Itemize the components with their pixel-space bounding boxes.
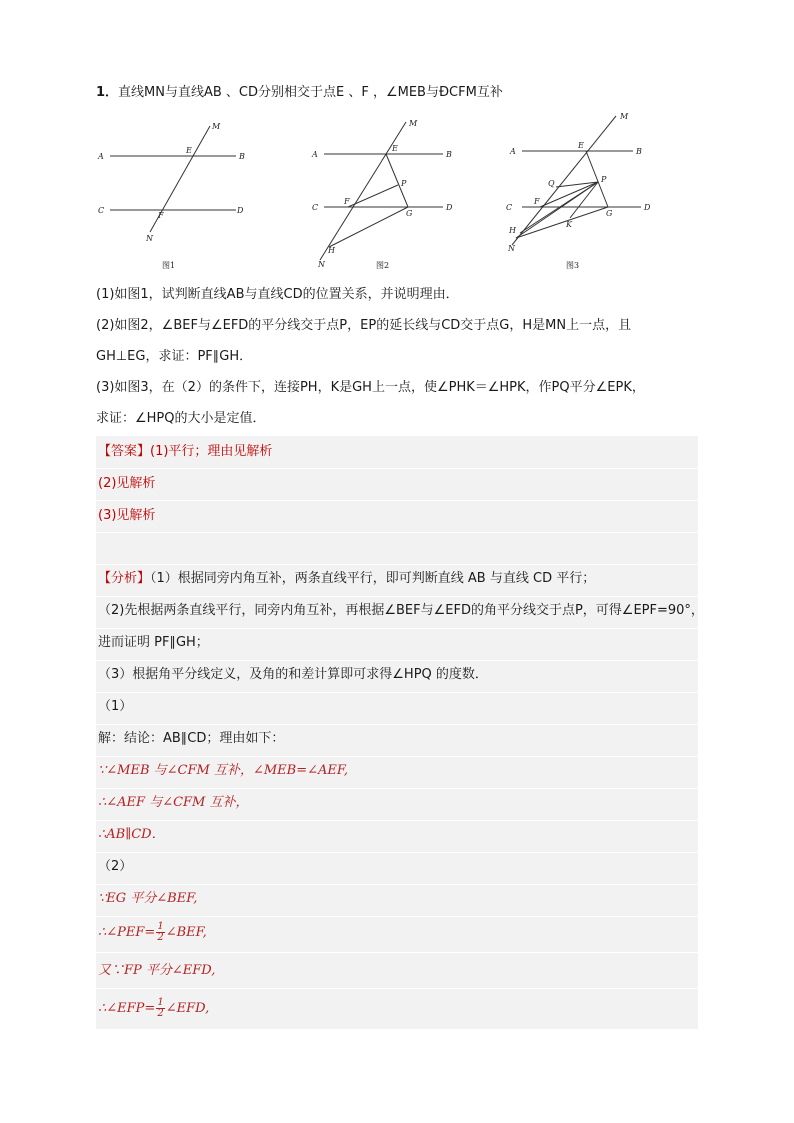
fig1-label-a: A bbox=[98, 152, 104, 161]
fig1-label-e: E bbox=[186, 146, 192, 155]
analysis-s1: （1）根据同旁内角互补，两条直线平行，即可判断直线 AB 与直线 CD 平行； bbox=[150, 571, 596, 586]
fig3-label-c: C bbox=[506, 203, 513, 212]
fig3-label-n: N bbox=[508, 244, 515, 253]
analysis-part-1: （1） bbox=[98, 699, 133, 714]
analysis-s3: 进而证明 PF∥GH； bbox=[98, 635, 209, 650]
answer-1: (1)平行；理由见解析 bbox=[150, 444, 273, 459]
question-stem-text: 直线MN与直线AB 、CD分别相交于点E 、F ，∠MEB与ÐCFM互补 bbox=[118, 85, 503, 100]
question-stem bbox=[96, 84, 503, 102]
solution-line-8 bbox=[98, 998, 209, 1019]
fig2-label-a: A bbox=[312, 150, 318, 159]
fig2-label-g: G bbox=[406, 209, 413, 218]
fig2-label-c: C bbox=[312, 203, 319, 212]
analysis-part-2: （2） bbox=[98, 859, 133, 874]
solution-line-6-right: ∠BEF, bbox=[165, 925, 207, 940]
solution-line-3: ∴∠AEF 与∠CFM 互补， bbox=[98, 795, 249, 810]
fig2-label-b: B bbox=[446, 150, 452, 159]
answer-line-1 bbox=[98, 443, 272, 461]
fig3-label-k: K bbox=[566, 220, 572, 229]
fig2-label-n: N bbox=[318, 260, 325, 269]
fraction-half-2 bbox=[156, 998, 164, 1019]
solution-line-5: ∵EG 平分∠BEF, bbox=[98, 891, 198, 906]
solution-line-4: ∴AB∥CD． bbox=[98, 827, 165, 842]
fig1-label-d: D bbox=[237, 206, 244, 215]
fig3-label-a: A bbox=[510, 147, 516, 156]
solution-line-6 bbox=[98, 922, 207, 943]
figure-1-labels bbox=[97, 122, 245, 270]
answer-panel bbox=[96, 436, 704, 1029]
fig3-label-g: G bbox=[606, 209, 613, 218]
question-number: 1． bbox=[96, 85, 119, 100]
solution-line-6-left: ∴∠PEF= bbox=[98, 925, 156, 940]
figures-svg bbox=[88, 110, 668, 280]
fig3-label-b: B bbox=[636, 147, 642, 156]
question-part-3-line-1: (3)如图3，在（2）的条件下，连接PH，K是GH上一点，使∠PHK＝∠HPK，作PQ平分∠EPK， bbox=[96, 380, 645, 395]
fraction-half bbox=[156, 922, 164, 943]
solution-line-7: 又∵FP 平分∠EFD, bbox=[98, 963, 216, 978]
fraction-numerator-2: 1 bbox=[157, 997, 164, 1008]
fig3-label-h: H bbox=[509, 226, 516, 235]
fig3-caption: 图3 bbox=[566, 261, 580, 270]
fig1-caption: 图1 bbox=[162, 261, 176, 270]
fig2-label-d: D bbox=[446, 203, 453, 212]
question-part-2-line-1: (2)如图2，∠BEF与∠EFD的平分线交于点P，EP的延长线与CD交于点G，H是MN上一点，且 bbox=[96, 318, 632, 333]
figure-3-labels bbox=[506, 112, 651, 270]
fig1-label-m: M bbox=[212, 122, 221, 131]
solution-line-8-left: ∴∠EFP= bbox=[98, 1001, 156, 1016]
fig3-label-p: P bbox=[601, 175, 607, 184]
fig1-label-c: C bbox=[98, 206, 105, 215]
answer-3: (3)见解析 bbox=[98, 508, 156, 523]
analysis-line-1 bbox=[98, 570, 595, 588]
fig2-caption: 图2 bbox=[376, 261, 390, 270]
fraction-denominator: 2 bbox=[157, 932, 164, 943]
question-part-2-line-2: GH⊥EG，求证：PF∥GH． bbox=[96, 349, 253, 364]
analysis-s4: （3）根据角平分线定义，及角的和差计算即可求得∠HPQ 的度数． bbox=[98, 667, 488, 682]
fig2-label-f: F bbox=[344, 197, 350, 206]
fig1-label-f: F bbox=[158, 211, 164, 220]
fig1-label-n: N bbox=[146, 234, 153, 243]
fig1-label-b: B bbox=[239, 152, 245, 161]
solution-line-2: ∵∠MEB 与∠CFM 互补，∠MEB=∠AEF, bbox=[98, 763, 348, 778]
analysis-s2: （2)先根据两条直线平行，同旁内角互补，再根据∠BEF与∠EFD的角平分线交于点P，可得∠EPF=90°， bbox=[98, 603, 704, 618]
question-part-3-line-2: 求证：∠HPQ的大小是定值． bbox=[96, 411, 266, 426]
figure-2 bbox=[320, 122, 443, 260]
figure-3 bbox=[512, 116, 641, 245]
fig2-label-e: E bbox=[392, 144, 398, 153]
figure-1 bbox=[110, 126, 236, 232]
fig3-label-q: Q bbox=[548, 179, 555, 188]
answer-tag: 【答案】 bbox=[98, 444, 151, 459]
fig2-label-p: P bbox=[401, 179, 407, 188]
fig2-label-h: H bbox=[328, 246, 335, 255]
fig3-label-e: E bbox=[578, 141, 584, 150]
answer-2: (2)见解析 bbox=[98, 476, 156, 491]
solution-line-8-right: ∠EFD, bbox=[165, 1001, 210, 1016]
fig2-label-m: M bbox=[409, 119, 418, 128]
figures-row bbox=[88, 110, 668, 280]
fraction-numerator: 1 bbox=[157, 921, 164, 932]
fig3-label-m: M bbox=[620, 112, 629, 121]
question-part-1: (1)如图1，试判断直线AB与直线CD的位置关系，并说明理由． bbox=[96, 287, 459, 302]
fig3-label-f: F bbox=[534, 197, 540, 206]
solution-line-1: 解：结论：AB∥CD；理由如下： bbox=[98, 731, 285, 746]
fig3-label-d: D bbox=[644, 203, 651, 212]
fraction-denominator-2: 2 bbox=[157, 1008, 164, 1019]
analysis-tag: 【分析】 bbox=[98, 571, 151, 586]
figure-2-labels bbox=[311, 119, 453, 270]
